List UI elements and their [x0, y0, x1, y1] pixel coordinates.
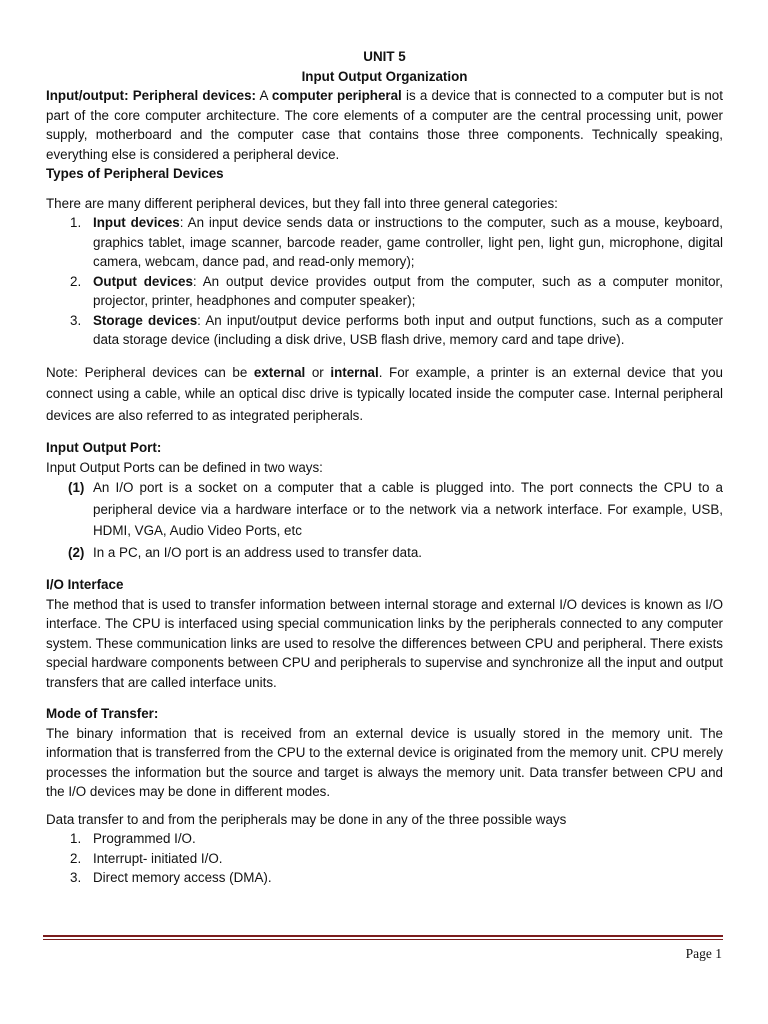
intro-label: Input/output: Peripheral devices: — [46, 88, 256, 103]
list-item: 2. Output devices: An output device provides output from the computer, such as a computer monitor, projector, printer, headphones and computer speaker); — [70, 273, 723, 308]
footer-rule-thin — [43, 939, 723, 940]
interface-heading: I/O Interface — [46, 577, 124, 592]
types-heading: Types of Peripheral Devices — [46, 166, 224, 181]
transfer-heading: Mode of Transfer: — [46, 706, 159, 721]
transfer-paragraph: The binary information that is received from an external device is usually stored in the memory unit. The information that is transferred from the CPU to the external device is originated from the memory unit. CPU merely processes the information but the source and target is always the memory unit. Data transfer between CPU and the I/O devices may be done in different modes. — [46, 725, 723, 799]
port-list — [46, 477, 723, 563]
transfer-lead: Data transfer to and from the peripherals may be done in any of the three possible ways — [46, 811, 567, 827]
port-heading: Input Output Port: — [46, 440, 162, 455]
list-item: 1. Input devices: An input device sends data or instructions to the computer, such as a mouse, keyboard, graphics tablet, image scanner, barcode reader, game controller, light pen, light gun, microphone, digital camera, webcam, dance pad, and read-only memory); — [70, 215, 723, 269]
list-item: 2. Interrupt- initiated I/O. — [70, 850, 223, 866]
interface-paragraph: The method that is used to transfer information between internal storage and external I/O devices is known as I/O interface. The CPU is interfaced using special communication links by the peripherals connected to any computer system. These communication links are used to resolve the differences between CPU and peripheral. There exists special hardware components between CPU and peripherals to supervise and synchronize all the input and output transfers that are called interface units. — [46, 596, 723, 690]
list-item: 3. Direct memory access (DMA). — [70, 870, 272, 885]
intro-term: computer peripheral — [271, 88, 402, 103]
footer-rule — [43, 935, 723, 937]
transfer-list — [46, 829, 723, 888]
page-number: Page 1 — [685, 946, 722, 961]
note-paragraph: Note: Peripheral devices can be external or internal. For example, a printer is an external device that you connect using a cable, while an optical disc drive is typically located inside the computer case. Internal peripheral devices are also referred to as integrated peripherals. — [46, 364, 723, 423]
list-item: 1. Programmed I/O. — [70, 831, 196, 846]
page-title: Input Output Organization — [301, 68, 468, 84]
port-lead: Input Output Ports can be defined in two ways: — [46, 459, 323, 475]
types-lead: There are many different peripheral devices, but they fall into three general categories: — [46, 195, 558, 211]
list-item: (1) An I/O port is a socket on a computer that a cable is plugged into. The port connects the CPU to a peripheral device via a hardware interface or to the network via a network interface. For example, USB, HDMI, VGA, Audio Video Ports, etc — [68, 480, 723, 538]
page-content — [46, 47, 723, 888]
types-list — [46, 213, 723, 350]
list-item: (2) In a PC, an I/O port is an address used to transfer data. — [68, 544, 422, 560]
intro-paragraph: Input/output: Peripheral devices: A computer peripheral is a device that is connected to a computer but is not part of the core computer architecture. The core elements of a computer are the central processing unit, power supply, motherboard and the computer case that contains those three components. Technically speaking, everything else is considered a peripheral device. — [46, 88, 723, 162]
list-item: 3. Storage devices: An input/output device performs both input and output functions, such as a computer data storage device (including a disk drive, USB flash drive, memory card and tape drive). — [70, 312, 723, 347]
unit-label: UNIT 5 — [363, 49, 406, 64]
